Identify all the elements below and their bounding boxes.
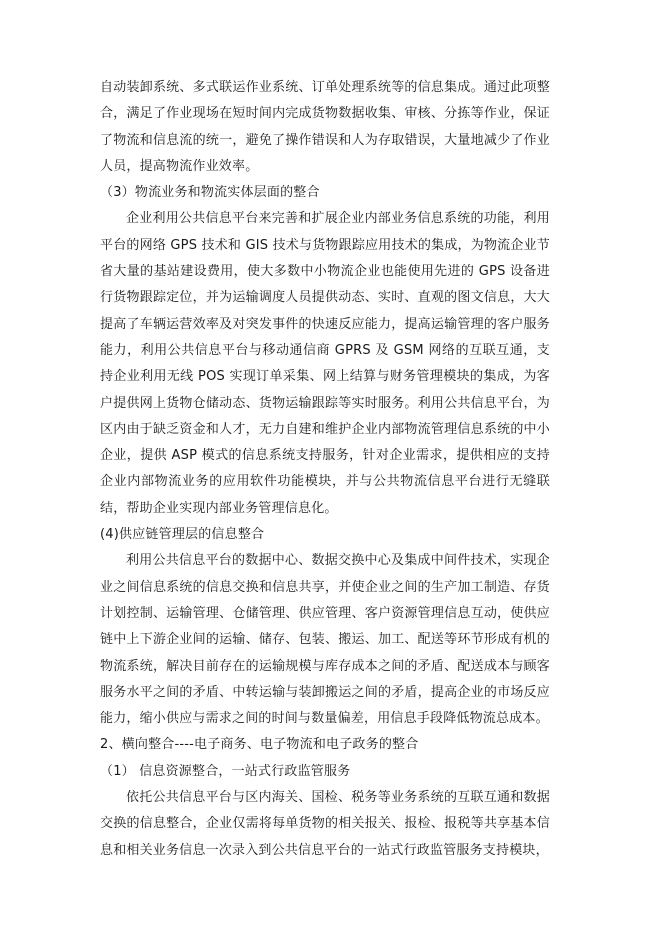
paragraph-integration-result: 自动装卸系统、多式联运作业系统、订单处理系统等的信息集成。通过此项整合，满足了作业现场在短时间内完成货物数据收集、审核、分拣等作业，保证了物流和信息流的统一，避免了操作错误和人为存取错误，大量地减少了作业人员，提高物流作业效率。 <box>100 80 550 174</box>
paragraph-logistics-entity-integration: 企业利用公共信息平台来完善和扩展企业内部业务信息系统的功能，利用平台的网络 GPS 技术和 GIS 技术与货物跟踪应用技术的集成，为物流企业节省大量的基站建设费用，使大多数中小物流企业也能使用先进的 GPS 设备进行货物跟踪定位，并为运输调度人员提供动态、实时、直观的图文信息，大大提高了车辆运营效率及对突发事件的快速反应能力，提高运输管理的客户服务能力，利用公共信息平台与移动通信商 GPRS 及 GSM 网络的互联互通，支持企业利用无线 POS 实现订单采集、网上结算与财务管理模块的集成，为客户提供网上货物仓储动态、货物运输跟踪等实时服务。利用公共信息平台，为区内由于缺乏资金和人才，无力自建和维护企业内部物流管理信息系统的中小企业，提供 ASP 模式的信息系统支持服务，针对企业需求，提供相应的支持企业内部物流业务的应用软件功能模块，并与公共物流信息平台进行无缝联结，帮助企业实现内部业务管理信息化。 <box>100 211 550 516</box>
heading-one-stop-service: （1） 信息资源整合，一站式行政监管服务 <box>100 763 351 779</box>
heading-supply-chain-integration: (4)供应链管理层的信息整合 <box>100 527 265 543</box>
heading-horizontal-integration: 2、横向整合----电子商务、电子物流和电子政务的整合 <box>100 737 419 753</box>
paragraph-supply-chain-integration: 利用公共信息平台的数据中心、数据交换中心及集成中间件技术，实现企业之间信息系统的信息交换和信息共享，并使企业之间的生产加工制造、存货计划控制、运输管理、仓储管理、供应管理、客户资源管理信息互动，使供应链中上下游企业间的运输、储存、包装、搬运、加工、配送等环节形成有机的物流系统，解决目前存在的运输规模与库存成本之间的矛盾、配送成本与顾客服务水平之间的矛盾、中转运输与装卸搬运之间的矛盾，提高企业的市场反应能力，缩小供应与需求之间的时间与数量偏差，用信息手段降低物流总成本。 <box>100 553 550 727</box>
heading-logistics-entity-integration: （3）物流业务和物流实体层面的整合 <box>100 185 320 201</box>
paragraph-one-stop-service: 依托公共信息平台与区内海关、国检、税务等业务系统的互联互通和数据交换的信息整合，企业仅需将每单货物的相关报关、报检、报税等共享基本信息和相关业务信息一次录入到公共信息平台的一站式行政监管服务支持模块， <box>100 790 550 858</box>
document-body <box>100 75 550 864</box>
